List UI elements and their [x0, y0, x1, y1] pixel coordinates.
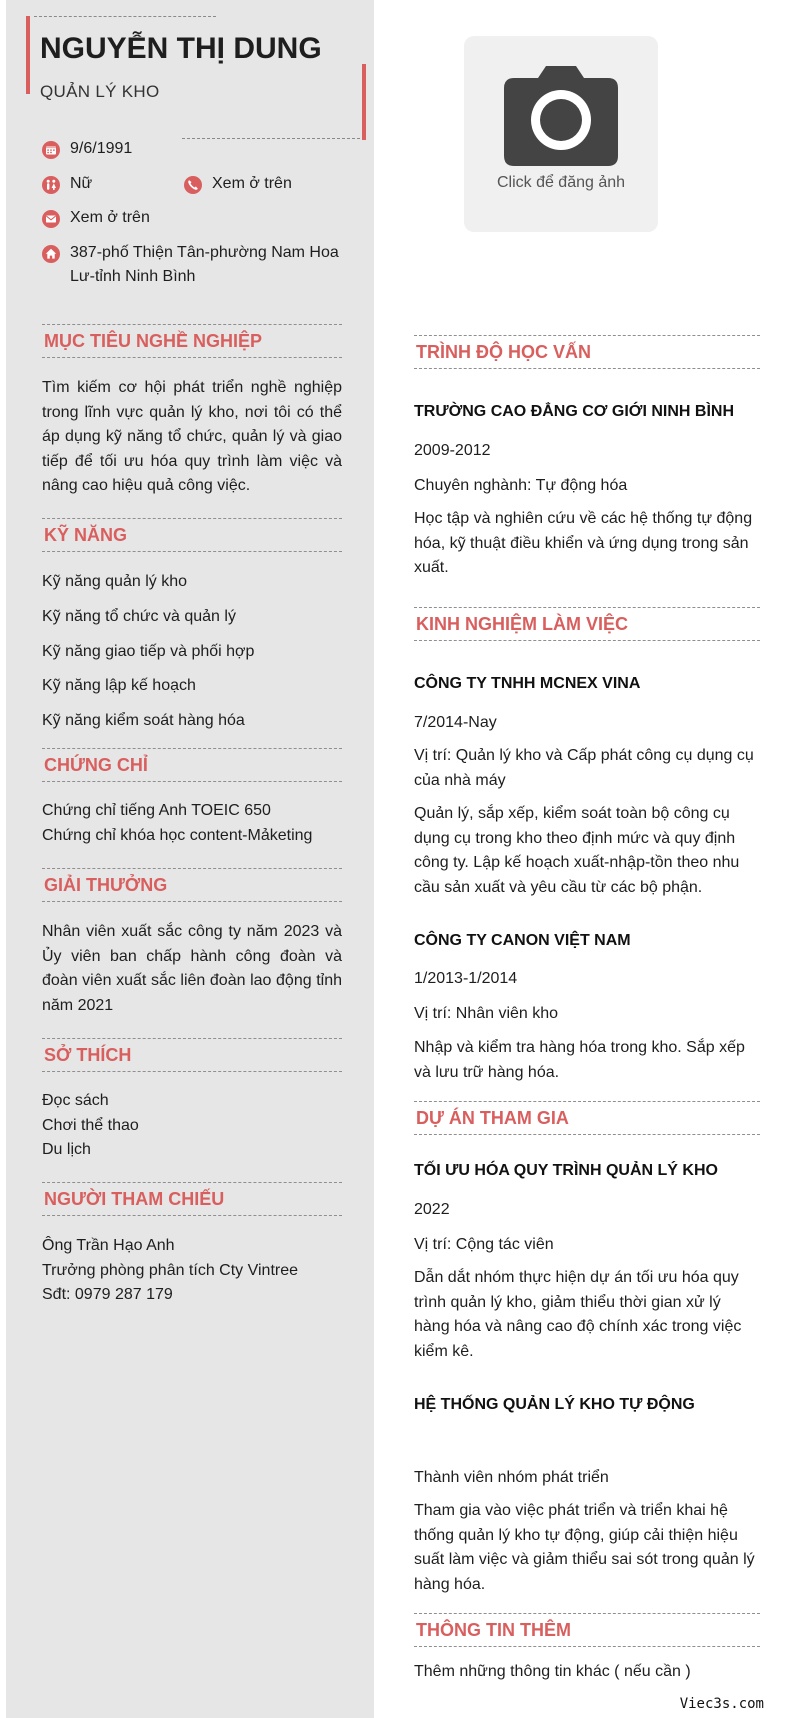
extra-text: Thêm những thông tin khác ( nếu cần )	[414, 1663, 691, 1680]
photo-upload[interactable]	[464, 36, 658, 232]
hobby-item: Du lịch	[42, 1141, 91, 1158]
gender-field	[42, 175, 92, 196]
gender-value: Nữ	[70, 175, 93, 192]
job-period: 1/2013-1/2014	[414, 970, 518, 987]
name-block	[26, 16, 366, 140]
address-value: 387-phố Thiện Tân-phường Nam Hoa Lư-tỉnh Ninh Bình	[70, 244, 339, 285]
section-title: DỰ ÁN THAM GIA	[416, 1108, 569, 1128]
section-title: NGƯỜI THAM CHIẾU	[44, 1189, 225, 1209]
project-position: Thành viên nhóm phát triển	[414, 1469, 609, 1486]
hobby-item: Đọc sách	[42, 1092, 109, 1109]
phone-field	[184, 175, 292, 196]
section-title: SỞ THÍCH	[44, 1045, 132, 1065]
company-name: CÔNG TY TNHH MCNEX VINA	[414, 675, 641, 692]
project-name: TỐI ƯU HÓA QUY TRÌNH QUẢN LÝ KHO	[414, 1162, 718, 1179]
phone-icon	[184, 176, 202, 194]
project-year: 2022	[414, 1201, 450, 1218]
phone-value: Xem ở trên	[212, 175, 292, 192]
skill-item: Kỹ năng kiểm soát hàng hóa	[42, 712, 245, 729]
gender-icon	[42, 176, 60, 194]
reference-line: Ông Trần Hạo Anh	[42, 1237, 175, 1254]
section-title: KINH NGHIỆM LÀM VIỆC	[416, 614, 629, 634]
education-major: Chuyên nghành: Tự động hóa	[414, 477, 628, 494]
mail-icon	[42, 210, 60, 228]
school-name: TRƯỜNG CAO ĐẲNG CƠ GIỚI NINH BÌNH	[414, 403, 734, 420]
main-column	[374, 0, 800, 1718]
job-description: Nhập và kiểm tra hàng hóa trong kho. Sắp xếp và lưu trữ hàng hóa.	[414, 1039, 745, 1081]
sidebar	[6, 0, 374, 1718]
camera-icon	[502, 64, 620, 168]
email-value: Xem ở trên	[70, 209, 150, 226]
section-header-education	[414, 335, 760, 369]
section-title: KỸ NĂNG	[44, 525, 128, 545]
hobby-item: Chơi thể thao	[42, 1117, 139, 1134]
reference-line: Sđt: 0979 287 179	[42, 1286, 173, 1303]
certificate-item: Chứng chỉ tiếng Anh TOEIC 650	[42, 802, 271, 819]
awards-text: Nhân viên xuất sắc công ty năm 2023 và Ủy viên ban chấp hành công đoàn và đoàn viên xuất sắc liên đoàn lao động tỉnh năm 2021	[42, 923, 342, 1014]
certificate-item: Chứng chỉ khóa học content-Mảketing	[42, 827, 313, 844]
job-period: 7/2014-Nay	[414, 714, 497, 731]
accent-bar	[26, 16, 30, 94]
divider	[182, 138, 360, 139]
section-header-references	[42, 1182, 342, 1216]
section-header-hobbies	[42, 1038, 342, 1072]
section-header-extra	[414, 1613, 760, 1647]
divider	[34, 16, 216, 17]
project-name: HỆ THỐNG QUẢN LÝ KHO TỰ ĐỘNG	[414, 1396, 695, 1413]
section-header-skills	[42, 518, 342, 552]
section-title: THÔNG TIN THÊM	[416, 1620, 571, 1640]
skill-item: Kỹ năng tổ chức và quản lý	[42, 608, 236, 625]
objective-text: Tìm kiếm cơ hội phát triển nghề nghiệp trong lĩnh vực quản lý kho, nơi tôi có thể áp dụng kỹ năng tổ chức, quản lý và giao tiếp để tối ưu hóa quy trình làm việc và nâng cao hiệu quả công việc.	[42, 379, 342, 494]
project-description: Tham gia vào việc phát triển và triển khai hệ thống quản lý kho tự động, giúp cải thiện hiệu suất làm việc và giảm thiểu sai sót trong quản lý hàng hóa.	[414, 1502, 755, 1593]
email-field	[42, 209, 150, 230]
section-header-objective	[42, 324, 342, 358]
project-position: Vị trí: Cộng tác viên	[414, 1236, 554, 1253]
birthday-field	[42, 140, 132, 161]
company-name: CÔNG TY CANON VIỆT NAM	[414, 932, 631, 949]
skill-item: Kỹ năng quản lý kho	[42, 573, 187, 590]
project-description: Dẫn dắt nhóm thực hiện dự án tối ưu hóa quy trình quản lý kho, giảm thiểu thời gian xử lý hàng hóa và nâng cao độ chính xác trong việc kiểm kê.	[414, 1269, 742, 1360]
home-icon	[42, 245, 60, 263]
education-description: Học tập và nghiên cứu về các hệ thống tự động hóa, kỹ thuật điều khiển và ứng dụng trong sản xuất.	[414, 510, 753, 576]
calendar-icon	[42, 141, 60, 159]
address-field	[42, 244, 342, 289]
section-header-awards	[42, 868, 342, 902]
section-title: CHỨNG CHỈ	[44, 755, 148, 775]
section-header-projects	[414, 1101, 760, 1135]
footer-brand: Viec3s.com	[679, 1696, 764, 1712]
accent-bar	[362, 64, 366, 140]
job-position: Vị trí: Quản lý kho và Cấp phát công cụ dụng cụ của nhà máy	[414, 747, 754, 789]
reference-line: Trưởng phòng phân tích Cty Vintree	[42, 1262, 299, 1279]
skill-item: Kỹ năng lập kế hoạch	[42, 677, 196, 694]
job-position: Vị trí: Nhân viên kho	[414, 1005, 559, 1022]
section-title: GIẢI THƯỞNG	[44, 875, 168, 895]
section-title: TRÌNH ĐỘ HỌC VẤN	[416, 342, 591, 362]
photo-caption: Click để đăng ảnh	[496, 174, 626, 191]
full-name: NGUYỄN THỊ DUNG	[40, 32, 322, 65]
job-title: QUẢN LÝ KHO	[40, 82, 160, 101]
section-header-experience	[414, 607, 760, 641]
section-header-certificates	[42, 748, 342, 782]
job-description: Quản lý, sắp xếp, kiểm soát toàn bộ công cụ dụng cụ trong kho theo định mức và quy định công ty. Lập kế hoạch xuất-nhập-tồn theo nhu cầu sản xuất và yêu cầu từ các bộ phận.	[414, 805, 740, 896]
birthday-value: 9/6/1991	[70, 140, 133, 157]
section-title: MỤC TIÊU NGHỀ NGHIỆP	[44, 331, 263, 351]
education-period: 2009-2012	[414, 442, 491, 459]
skill-item: Kỹ năng giao tiếp và phối hợp	[42, 643, 255, 660]
